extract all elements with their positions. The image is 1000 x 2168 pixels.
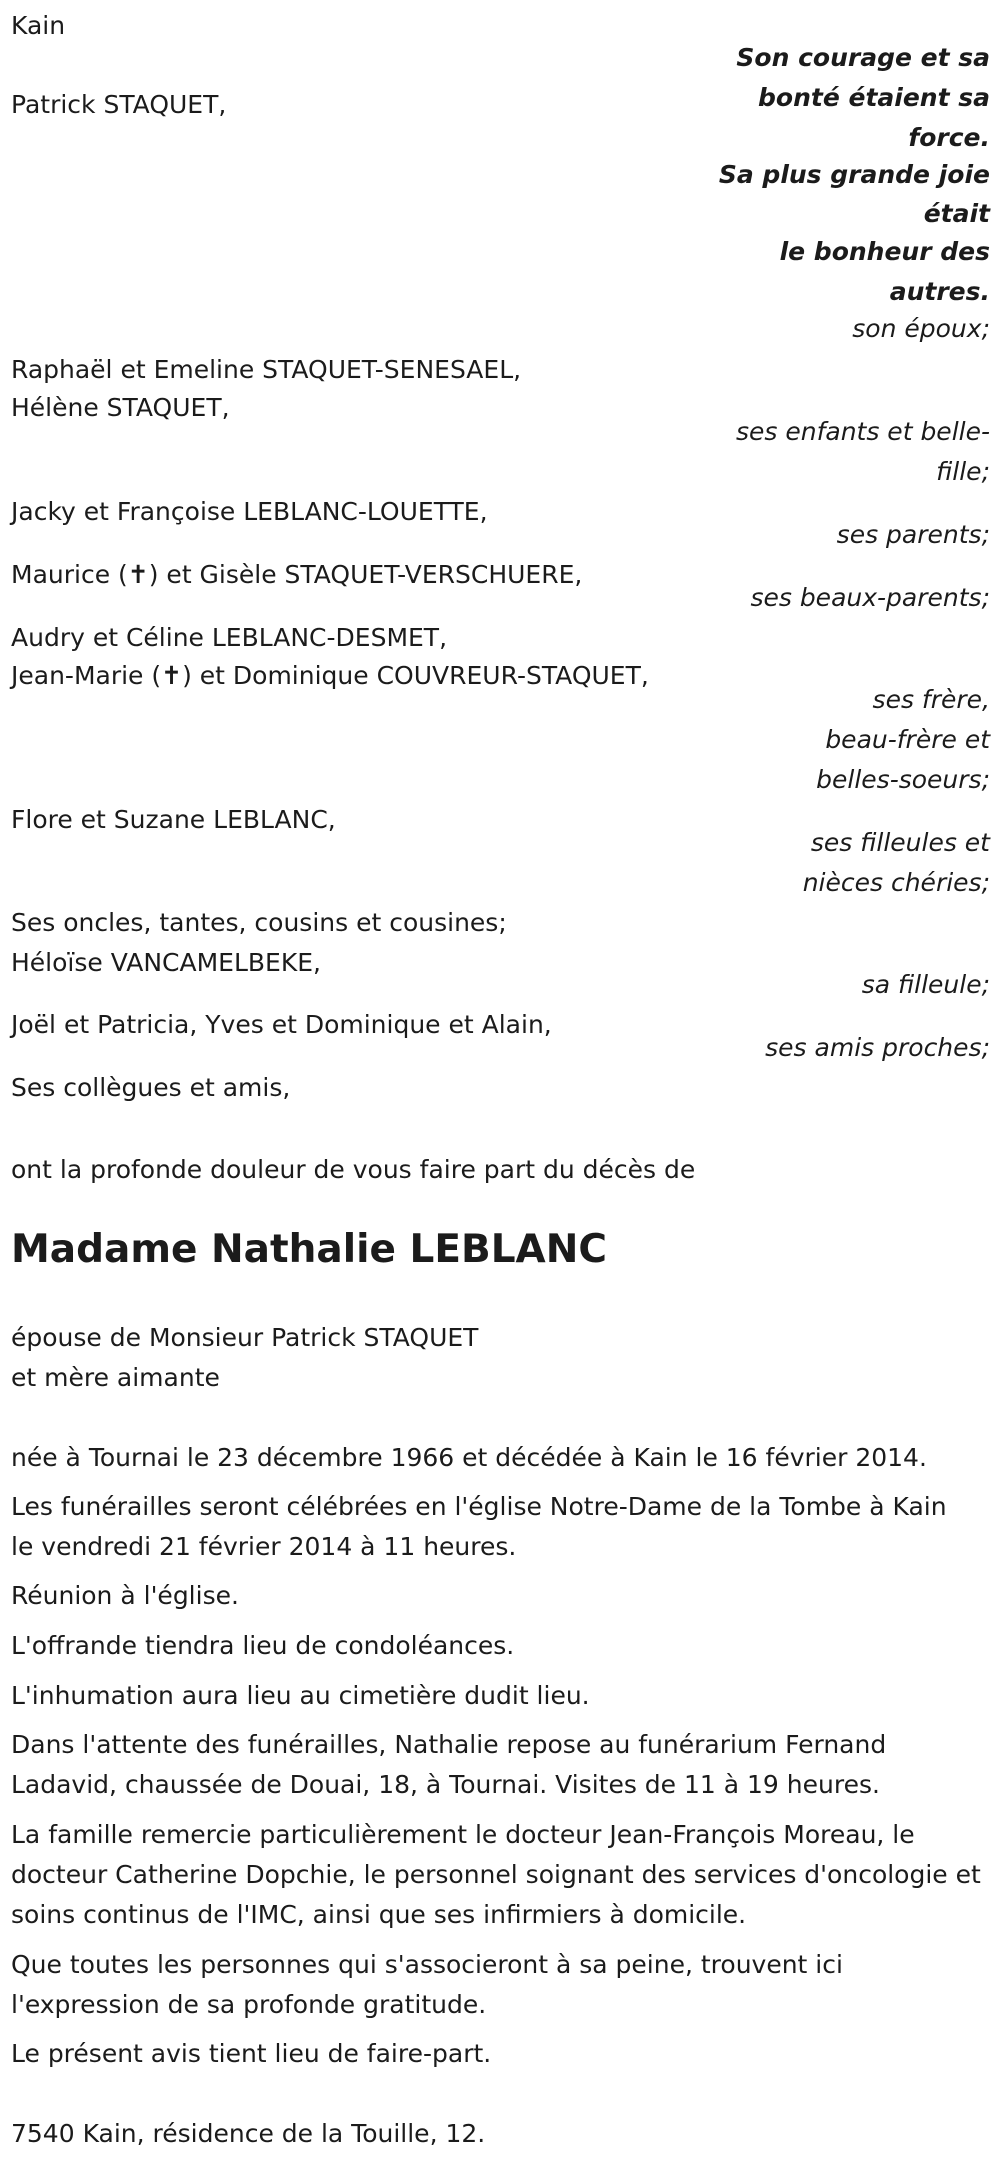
paragraph: Dans l'attente des funérailles, Nathalie repose au funérarium Fernand Ladavid, chaussée de Douai, 18, à Tournai. Visites de 11 à 19 heures. <box>11 1730 887 1799</box>
quote-line: Son courage et sa <box>736 43 990 72</box>
quote-line: Sa plus grande joie <box>718 160 990 189</box>
family-role: beau-frère et <box>825 725 990 754</box>
paragraph: La famille remercie particulièrement le docteur Jean-François Moreau, le docteur Catherine Dopchie, le personnel soignant des services d'oncologie et soins continus de l'IMC, ainsi que ses infirmiers à domicile. <box>11 1820 981 1929</box>
family-role: fille; <box>936 457 990 486</box>
family-name: Flore et Suzane LEBLANC, <box>11 805 336 834</box>
paragraph: Que toutes les personnes qui s'associeront à sa peine, trouvent ici l'expression de sa profonde gratitude. <box>11 1950 843 2019</box>
family-name: Audry et Céline LEBLANC-DESMET, <box>11 623 448 652</box>
quote-line: bonté étaient sa <box>758 83 990 112</box>
quote-line: le bonheur des <box>779 237 990 266</box>
quote-line: autres. <box>889 277 990 306</box>
paragraph: Le présent avis tient lieu de faire-part. <box>11 2039 492 2068</box>
paragraph: L'offrande tiendra lieu de condoléances. <box>11 1631 515 1660</box>
deceased-name: Madame Nathalie LEBLANC <box>11 1227 607 1272</box>
announcement: ont la profonde douleur de vous faire part du décès de <box>11 1155 696 1184</box>
family-role: ses filleules et <box>810 828 990 857</box>
family-name: Maurice (✝) et Gisèle STAQUET-VERSCHUERE, <box>11 560 583 589</box>
family-role: ses amis proches; <box>765 1033 990 1062</box>
family-name: Jean-Marie (✝) et Dominique COUVREUR-STAQUET, <box>11 661 649 690</box>
family-role: nièces chéries; <box>802 868 990 897</box>
paragraph: née à Tournai le 23 décembre 1966 et décédée à Kain le 16 février 2014. <box>11 1443 927 1472</box>
family-name: Patrick STAQUET, <box>11 90 227 119</box>
family-role: ses enfants et belle- <box>735 417 990 446</box>
family-role: ses frère, <box>872 685 990 714</box>
family-role: ses beaux-parents; <box>750 583 990 612</box>
family-role: belles-soeurs; <box>816 765 990 794</box>
family-name: Héloïse VANCAMELBEKE, <box>11 948 321 977</box>
relation-line: épouse de Monsieur Patrick STAQUET <box>11 1323 479 1352</box>
quote-line: force. <box>908 123 990 152</box>
family-name: Joël et Patricia, Yves et Dominique et Alain, <box>11 1010 552 1039</box>
paragraph: Réunion à l'église. <box>11 1581 239 1610</box>
quote-line: était <box>923 199 990 228</box>
address: 7540 Kain, résidence de la Touille, 12. <box>11 2119 486 2148</box>
family-name: Jacky et Françoise LEBLANC-LOUETTE, <box>11 497 488 526</box>
family-name: Ses collègues et amis, <box>11 1073 291 1102</box>
relation-line: et mère aimante <box>11 1363 220 1392</box>
place: Kain <box>11 11 66 40</box>
family-name: Hélène STAQUET, <box>11 393 230 422</box>
family-role: son époux; <box>852 314 990 343</box>
family-name: Ses oncles, tantes, cousins et cousines; <box>11 908 507 937</box>
family-name: Raphaël et Emeline STAQUET-SENESAEL, <box>11 355 522 384</box>
family-role: sa filleule; <box>861 970 990 999</box>
paragraph: L'inhumation aura lieu au cimetière dudit lieu. <box>11 1681 590 1710</box>
family-role: ses parents; <box>836 520 990 549</box>
paragraph: Les funérailles seront célébrées en l'église Notre-Dame de la Tombe à Kain le vendredi 21 février 2014 à 11 heures. <box>11 1492 947 1561</box>
